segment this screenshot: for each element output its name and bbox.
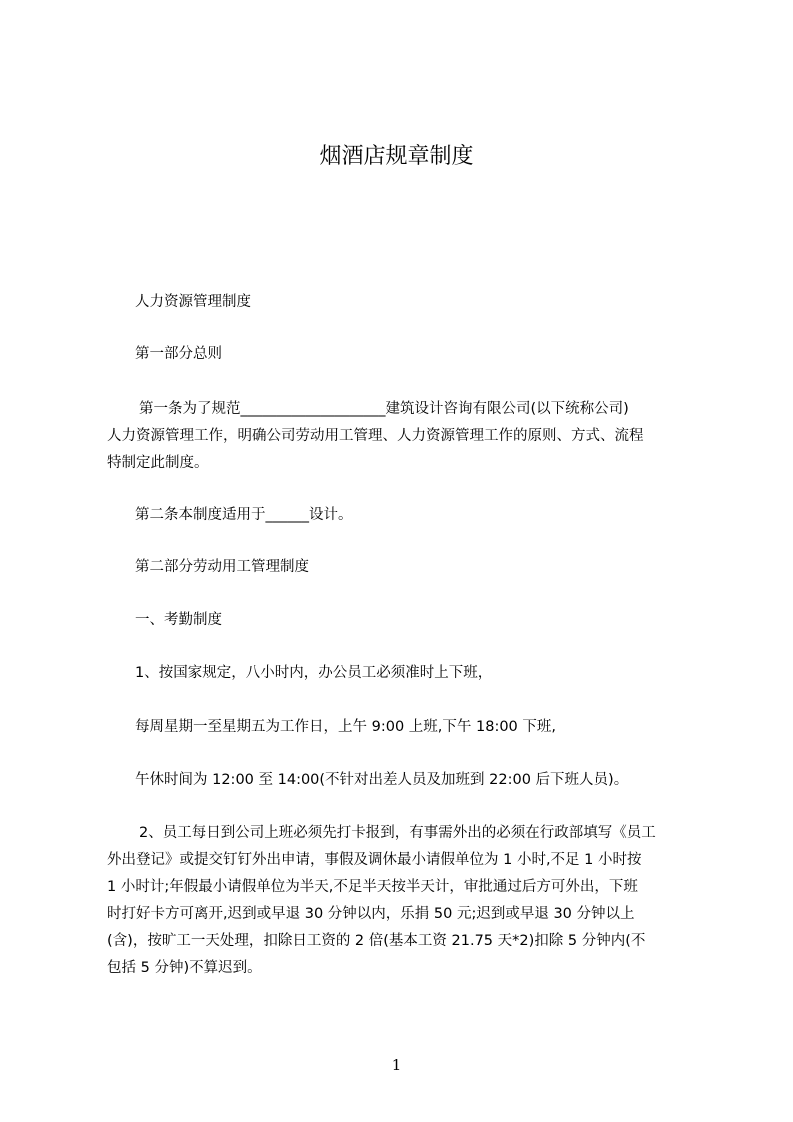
paragraph-hr-heading — [107, 289, 735, 316]
paragraph-line: 包括 5 分钟)不算迟到。 — [107, 960, 262, 976]
paragraph-part-two-heading — [107, 554, 735, 581]
paragraph-line: 外出登记》或提交钉钉外出申请，事假及调休最小请假单位为 1 小时,不足 1 小时按 — [107, 852, 642, 868]
paragraph-rule-two — [107, 820, 707, 982]
paragraph-rule-one — [107, 660, 735, 687]
paragraph-article-two — [107, 502, 735, 529]
paragraph-article-one — [107, 396, 707, 477]
paragraph-line: 人力资源管理制度 — [135, 294, 251, 310]
paragraph-workdays — [107, 714, 735, 741]
paragraph-line: 每周星期一至星期五为工作日，上午 9:00 上班,下午 18:00 下班, — [135, 719, 557, 735]
paragraph-part-one-heading — [107, 341, 735, 368]
paragraph-line: 1 小时计;年假最小请假单位为半天,不足半天按半天计，审批通过后方可外出，下班 — [107, 879, 638, 895]
paragraph-line: 1、按国家规定，八小时内，办公员工必须准时上下班， — [135, 665, 493, 681]
paragraph-line: 第一条为了规范____________________建筑设计咨询有限公司(以下统称公司) — [139, 401, 629, 417]
paragraph-line: 特制定此制度。 — [107, 455, 209, 471]
document-title: 烟酒店规章制度 — [319, 144, 474, 169]
paragraph-line: 第二部分劳动用工管理制度 — [135, 559, 309, 575]
paragraph-line: 时打好卡方可离开,迟到或早退 30 分钟以内，乐捐 50 元;迟到或早退 30 分钟以上 — [107, 906, 635, 922]
paragraph-line: 人力资源管理工作，明确公司劳动用工管理、人力资源管理工作的原则、方式、流程 — [107, 428, 644, 444]
paragraph-line: 2、员工每日到公司上班必须先打卡报到，有事需外出的必须在行政部填写《员工 — [139, 825, 656, 841]
page-number: 1 — [391, 1056, 402, 1074]
paragraph-lunch-break — [107, 767, 735, 794]
paragraph-line: 第一部分总则 — [135, 346, 222, 362]
paragraph-attendance-heading — [107, 607, 735, 634]
paragraph-line: 午休时间为 12:00 至 14:00(不针对出差人员及加班到 22:00 后下班人员)。 — [135, 772, 629, 788]
paragraph-line: 第二条本制度适用于______设计。 — [135, 507, 353, 523]
paragraph-line: 一、考勤制度 — [135, 612, 222, 628]
paragraph-line: (含)，按旷工一天处理，扣除日工资的 2 倍(基本工资 21.75 天*2)扣除 5 分钟内(不 — [107, 933, 646, 949]
